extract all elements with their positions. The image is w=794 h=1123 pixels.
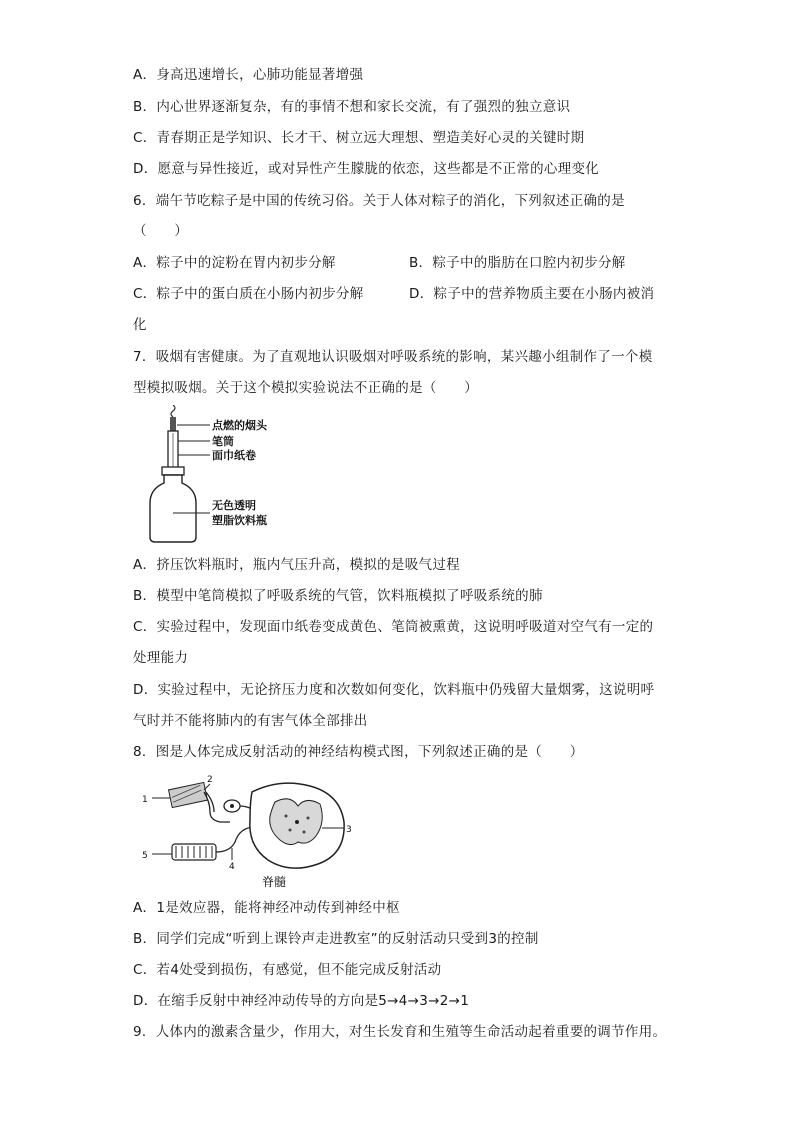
q7-stem-line1: 7．吸烟有害健康。为了直观地认识吸烟对呼吸系统的影响，某兴趣小组制作了一个模: [133, 349, 653, 365]
q6-option-c: C．粽子中的蛋白质在小肠内初步分解: [133, 286, 364, 302]
receptor-structure: [169, 782, 208, 807]
q7-smoking-model-figure: [140, 405, 300, 545]
q7-option-c-line1: C．实验过程中，发现面巾纸卷变成黄色、笔筒被熏黄，这说明呼吸道对空气有一定的: [133, 619, 654, 635]
q8-option-a: A．1是效应器，能将神经冲动传到神经中枢: [133, 900, 400, 916]
q7-option-d-line2: 气时并不能将肺内的有害气体全部排出: [133, 713, 368, 729]
q8-option-c: C．若4处受到损伤，有感觉，但不能完成反射活动: [133, 962, 442, 978]
q8-stem: 8．图是人体完成反射活动的神经结构模式图，下列叙述正确的是（ ）: [133, 744, 584, 760]
q5-option-c: C．青春期正是学知识、长才干、树立远大理想、塑造美好心灵的关键时期: [133, 130, 585, 146]
q8-option-d: D．在缩手反射中神经冲动传导的方向是5→4→3→2→1: [133, 993, 470, 1009]
q8-option-b: B．同学们完成“听到上课铃声走进教室”的反射活动只受到3的控制: [133, 931, 539, 947]
label-lit-cigarette: 点燃的烟头: [212, 419, 267, 432]
label-2: 2: [207, 775, 213, 785]
q7-option-d-line1: D．实验过程中，无论挤压力度和次数如何变化，饮料瓶中仍残留大量烟雾，这说明呼: [133, 682, 655, 698]
label-3: 3: [346, 825, 352, 835]
smoke-icon: [171, 405, 175, 417]
q5-option-a: A．身高迅速增长，心肺功能显著增强: [133, 67, 364, 83]
spinal-cord: [250, 783, 344, 868]
q9-stem: 9．人体内的激素含量少，作用大，对生长发育和生殖等生命活动起着重要的调节作用。: [133, 1024, 667, 1040]
q7-option-c-line2: 处理能力: [133, 650, 189, 666]
q8-reflex-arc-figure: [140, 772, 360, 892]
label-4: 4: [229, 862, 235, 872]
q7-stem-line2: 型模拟吸烟。关于这个模拟实验说法不正确的是（ ）: [133, 380, 478, 396]
spinal-cord-caption: 脊髓: [262, 875, 287, 889]
label-bottle-line2: 塑脂饮料瓶: [212, 514, 267, 527]
q6-option-d-continued: 化: [133, 317, 147, 333]
q6-option-d: D．粽子中的营养物质主要在小肠内被消: [409, 286, 655, 302]
efferent-nerve: [216, 827, 255, 852]
bottle-cap: [162, 467, 184, 475]
cigarette-tip: [170, 417, 176, 431]
label-bottle-line1: 无色透明: [212, 499, 256, 512]
label-1: 1: [142, 795, 148, 805]
q5-option-d: D．愿意与异性接近，或对异性产生朦胧的依恋，这些都是不正常的心理变化: [133, 161, 600, 177]
q6-answer-paren: （ ）: [133, 223, 189, 239]
q6-option-b: B．粽子中的脂肪在口腔内初步分解: [409, 255, 626, 271]
plastic-bottle: [150, 475, 196, 542]
q6-stem: 6．端午节吃粽子是中国的传统习俗。关于人体对粽子的消化，下列叙述正确的是: [133, 193, 625, 209]
q5-option-b: B．内心世界逐渐复杂，有的事情不想和家长交流，有了强烈的独立意识: [133, 99, 571, 115]
label-tissue-roll: 面巾纸卷: [212, 449, 256, 462]
effector-muscle: [172, 844, 216, 860]
label-pen-tube: 笔筒: [212, 435, 234, 448]
q7-option-a: A．挤压饮料瓶时，瓶内气压升高，模拟的是吸气过程: [133, 557, 460, 573]
q7-option-b: B．模型中笔筒模拟了呼吸系统的气管，饮料瓶模拟了呼吸系统的肺: [133, 588, 543, 604]
q6-option-a: A．粽子中的淀粉在胃内初步分解: [133, 255, 336, 271]
label-5: 5: [142, 851, 148, 861]
